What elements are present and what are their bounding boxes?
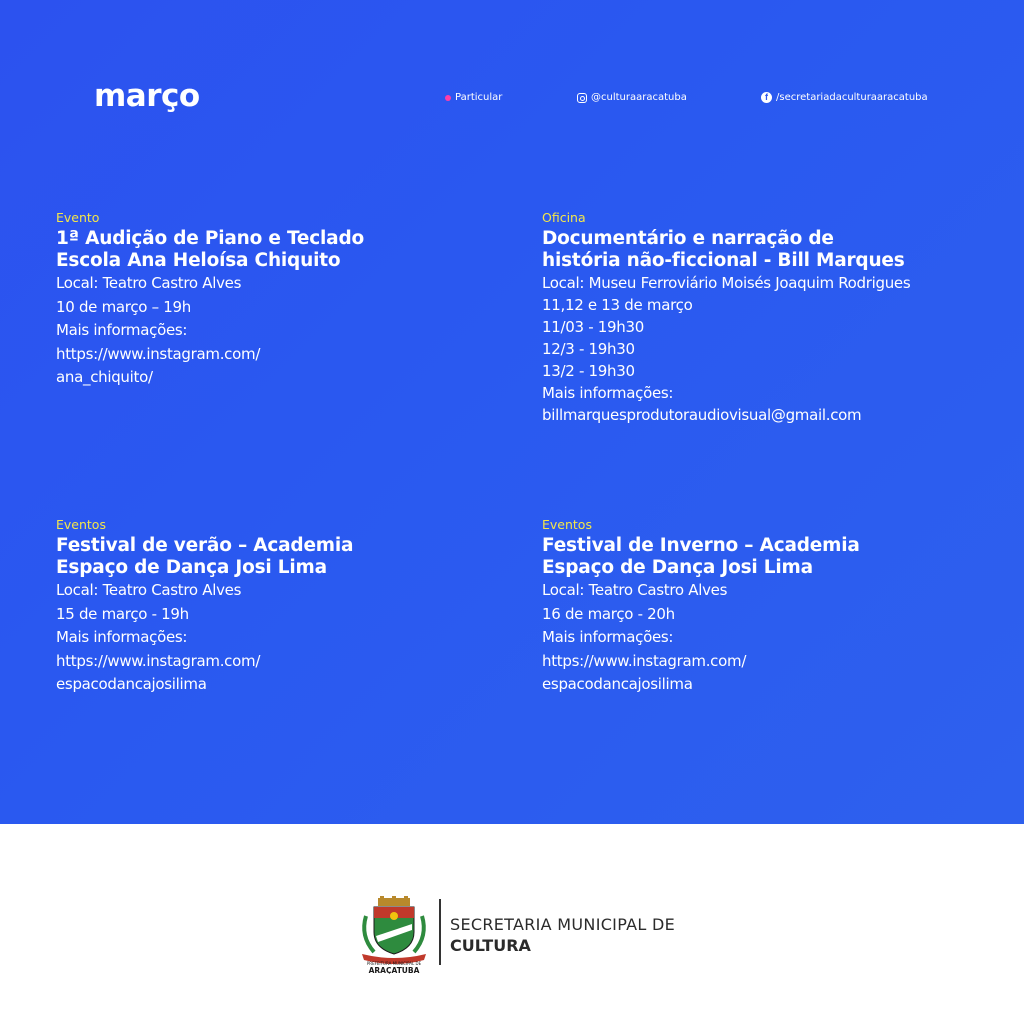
- event-date: 15 de março - 19h: [56, 604, 189, 623]
- araçatuba-coat-of-arms-logo: [356, 896, 432, 974]
- footer-divider: [439, 899, 441, 965]
- event-link[interactable]: https://www.instagram.com/: [542, 651, 747, 670]
- event-location: Local: Museu Ferroviário Moisés Joaquim Rodrigues: [542, 274, 911, 292]
- event-location: Local: Teatro Castro Alves: [56, 581, 242, 599]
- event-card: [56, 210, 496, 390]
- logo-caption-small: PREFEITURA MUNICIPAL DE: [366, 961, 422, 966]
- legend-particular-label: Particular: [455, 92, 503, 103]
- event-category: Eventos: [542, 517, 592, 532]
- facebook-handle: [761, 92, 928, 103]
- event-link[interactable]: espacodancajosilima: [56, 675, 207, 693]
- event-session: 12/3 - 19h30: [542, 340, 635, 358]
- event-card: [542, 517, 982, 697]
- event-email[interactable]: billmarquesprodutoraudiovisual@gmail.com: [542, 406, 862, 424]
- event-title: [56, 535, 496, 579]
- event-title-line: Escola Ana Heloísa Chiquito: [56, 250, 341, 271]
- event-date: 16 de março - 20h: [542, 604, 675, 623]
- event-session: 13/2 - 19h30: [542, 362, 635, 380]
- secretaria-line-2: CULTURA: [450, 936, 531, 955]
- event-card: [56, 517, 496, 697]
- facebook-handle-text: /secretariadaculturaaracatuba: [776, 92, 928, 103]
- legend-particular: [445, 92, 502, 103]
- event-title-line: Espaço de Dança Josi Lima: [542, 557, 813, 578]
- event-title-line: história não-ficcional - Bill Marques: [542, 250, 905, 271]
- event-link[interactable]: ana_chiquito/: [56, 368, 153, 386]
- facebook-icon: f: [761, 92, 772, 103]
- event-title: [56, 228, 496, 272]
- event-title: [542, 228, 982, 272]
- event-card: [542, 210, 982, 426]
- event-title-line: Festival de verão – Academia: [56, 535, 354, 556]
- secretaria-line-1: SECRETARIA MUNICIPAL DE: [450, 915, 676, 934]
- event-location: Local: Teatro Castro Alves: [542, 581, 728, 599]
- instagram-icon: [577, 93, 587, 103]
- event-link[interactable]: https://www.instagram.com/: [56, 344, 261, 363]
- event-link[interactable]: https://www.instagram.com/: [56, 651, 261, 670]
- month-title: março: [94, 78, 200, 114]
- event-title-line: Documentário e narração de: [542, 228, 834, 249]
- event-category: Evento: [56, 210, 100, 225]
- event-info-label: Mais informações:: [56, 628, 188, 646]
- event-title-line: Festival de Inverno – Academia: [542, 535, 860, 556]
- event-title-line: 1ª Audição de Piano e Teclado: [56, 228, 364, 249]
- event-link[interactable]: espacodancajosilima: [542, 675, 693, 693]
- event-info-label: Mais informações:: [542, 628, 674, 646]
- secretaria-title: [450, 915, 675, 955]
- event-session: 11/03 - 19h30: [542, 318, 644, 336]
- event-info-label: Mais informações:: [56, 321, 188, 339]
- logo-caption-city: ARAÇATUBA: [368, 966, 420, 974]
- event-date: 11,12 e 13 de março: [542, 296, 693, 314]
- instagram-handle-text: @culturaaracatuba: [591, 92, 687, 103]
- particular-dot-icon: [445, 95, 451, 101]
- event-title-line: Espaço de Dança Josi Lima: [56, 557, 327, 578]
- event-title: [542, 535, 982, 579]
- event-location: Local: Teatro Castro Alves: [56, 274, 242, 292]
- event-date: 10 de março – 19h: [56, 297, 191, 316]
- event-category: Oficina: [542, 210, 586, 225]
- event-info-label: Mais informações:: [542, 384, 674, 402]
- instagram-handle: [577, 92, 687, 103]
- event-category: Eventos: [56, 517, 106, 532]
